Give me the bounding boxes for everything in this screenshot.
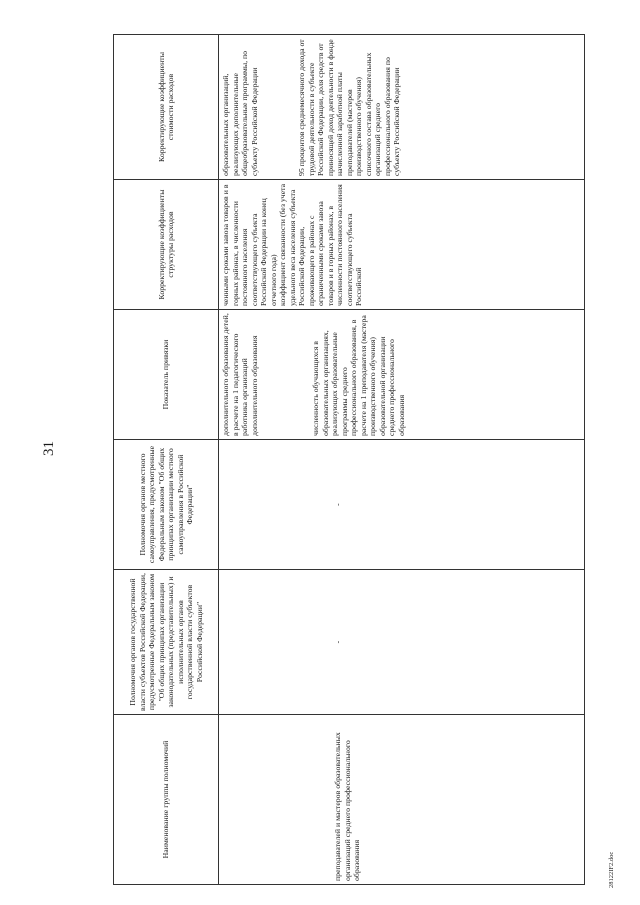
header-cost-coefficients: Корректирующие коэффициенты стоимости расходов <box>114 35 219 180</box>
cell-binding-indicator-text-1: дополнительного образования детей, в расчете на 1 педагогического работника организаций дополнительного образования <box>221 313 259 436</box>
cell-cost-coefficients <box>219 35 585 180</box>
cell-cost-coefficients-text-1: образовательных организаций, реализующих дополнительные общеобразовательные программы, по субъекту Российской Федерации <box>221 50 259 176</box>
table-row <box>219 35 585 885</box>
document-id: 28122IF2.doc <box>608 851 615 888</box>
table-header-row <box>114 35 219 885</box>
cell-group-name <box>219 715 585 885</box>
cell-cost-coefficients-text-2: 95 процентов среднемесячного дохода от трудовой деятельности в субъекте Российской Федерации, доля средств от приносящей доход деятельности в фонде начисленной заработной платы преподавателей (мастеров производственного обучения) списочного состава образовательных организаций среднего профессионального образования по субъекту Российской Федерации <box>297 39 401 176</box>
header-regional-powers: Полномочия органов государственной власти субъектов Российской Федерации, предусмотренные Федеральным законом "Об общих принципах организации законодательных (представительных) и исполнительных органов государственной власти субъектов Российской Федерации" <box>114 570 219 715</box>
cell-regional-powers <box>219 570 585 715</box>
cell-local-powers-text: - <box>333 503 342 506</box>
header-local-powers: Полномочия органов местного самоуправления, предусмотренные Федеральным законом "Об общих принципах организации местного самоуправления в Российской Федерации" <box>114 440 219 570</box>
cell-regional-powers-text: - <box>333 640 342 644</box>
cell-local-powers <box>219 440 585 570</box>
header-structure-coefficients: Корректирующие коэффициенты структуры расходов <box>114 180 219 310</box>
cell-structure-coefficients-text-2: коэффициент связанности (без учета удельного веса населения субъекта Российской Федерации, проживающего в районах с ограниченными сроками завоза товаров и в горных районах, в численности постоянного населения соответствующего субъекта Российской <box>278 183 363 306</box>
cell-binding-indicator-text-2: численность обучающихся в образовательных организациях, реализующих образовательные программы среднего профессионального образования, в расчете на 1 преподавателя (мастера производственного обучения) образовательной организации среднего профессионального образования <box>311 315 406 436</box>
page-number: 31 <box>41 441 57 456</box>
cell-structure-coefficients <box>219 180 585 310</box>
header-binding-indicator: Показатель привязки <box>114 310 219 440</box>
cell-structure-coefficients-text-1: ченными сроками завоза товаров и в горных районах, в численности постоянного населения соответствующего субъекта Российской Федерации на конец отчетного года) <box>221 184 278 306</box>
cell-binding-indicator <box>219 310 585 440</box>
cell-group-name-text: преподавателей и мастеров образовательных организаций среднего профессионального образования <box>333 732 361 881</box>
header-group-name: Наименование группы полномочий <box>114 715 219 885</box>
rotated-table-container <box>113 35 585 885</box>
data-table <box>113 34 585 885</box>
